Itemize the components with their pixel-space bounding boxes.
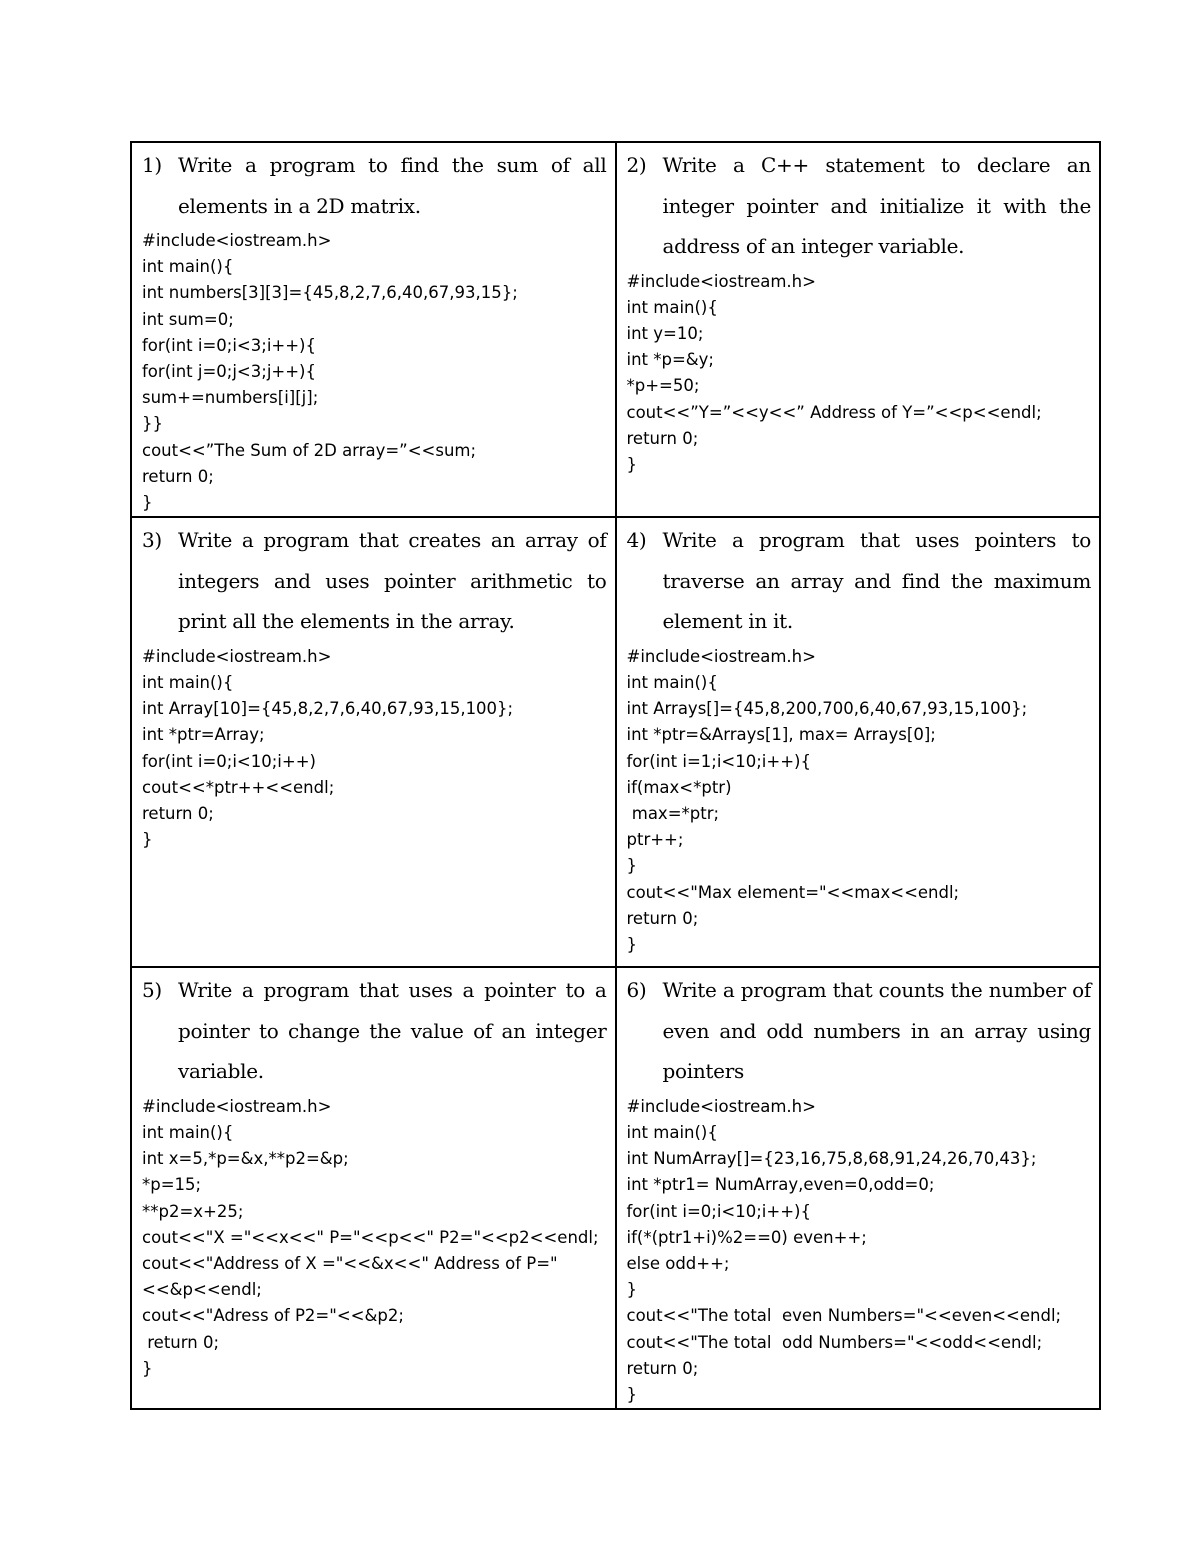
code-line: return 0; — [626, 1358, 699, 1378]
code-line: cout<<”Y=”<<y<<” Address of Y=”<<p<<endl; — [626, 402, 1042, 422]
question-heading — [627, 145, 1092, 267]
code-line: return 0; — [142, 803, 214, 823]
question-text: Write a program that uses pointers to traverse an array and find the maximum element in it. — [662, 528, 1091, 634]
code-line: #include<iostream.h> — [142, 1096, 332, 1116]
question-heading — [142, 145, 607, 226]
code-line: int y=10; — [626, 323, 704, 343]
code-line: int x=5,*p=&x,**p2=&p; — [142, 1149, 349, 1169]
code-line: #include<iostream.h> — [142, 231, 332, 250]
question-text: Write a program to find the sum of all elements in a 2D matrix. — [178, 153, 607, 218]
code-line: int *ptr=&Arrays[1], max= Arrays[0]; — [626, 725, 936, 745]
table-row — [131, 517, 1100, 967]
table-row — [131, 142, 1100, 517]
code-line: if(max<*ptr) — [626, 777, 732, 797]
question-number: 1) — [142, 153, 162, 177]
code-line: int main(){ — [626, 672, 718, 692]
questions-table — [130, 141, 1101, 1410]
code-line: *p=15; — [142, 1175, 202, 1195]
code-line: int sum=0; — [142, 309, 234, 329]
table-row — [131, 967, 1100, 1409]
question-number: 3) — [142, 528, 162, 553]
code-line: *p+=50; — [626, 376, 700, 396]
code-line: cout<<"Max element="<<max<<endl; — [626, 882, 960, 902]
code-line: int *ptr=Array; — [142, 725, 265, 745]
code-line: int main(){ — [142, 672, 234, 692]
code-line: } — [626, 856, 637, 876]
code-line: int *p=&y; — [626, 350, 714, 370]
code-block — [627, 269, 1092, 479]
code-line: cout<<"Address of X ="<<&x<<" Address of P="<<&p<<endl; — [142, 1253, 558, 1300]
code-line: } — [142, 1358, 153, 1378]
code-line: #include<iostream.h> — [626, 646, 816, 666]
code-line: return 0; — [142, 1332, 220, 1352]
question-cell-4 — [616, 517, 1101, 967]
code-line: int NumArray[]={23,16,75,8,68,91,24,26,70,43}; — [626, 1149, 1037, 1169]
code-line: int *ptr1= NumArray,even=0,odd=0; — [626, 1175, 935, 1195]
code-line: ptr++; — [626, 830, 684, 850]
code-line: for(int i=0;i<10;i++){ — [626, 1201, 811, 1221]
code-line: } — [626, 934, 637, 954]
code-line: cout<<*ptr++<<endl; — [142, 777, 335, 797]
code-block — [142, 644, 607, 854]
code-line: }} — [142, 414, 163, 434]
question-cell-3 — [131, 517, 616, 967]
code-line: } — [626, 454, 637, 474]
question-heading — [142, 970, 607, 1092]
code-line: #include<iostream.h> — [142, 646, 332, 666]
code-line: return 0; — [142, 466, 214, 486]
code-line: else odd++; — [626, 1253, 730, 1273]
question-text: Write a program that creates an array of integers and uses pointer arithmetic to print all the elements in the array. — [178, 528, 607, 634]
code-line: int main(){ — [626, 297, 718, 317]
code-line: cout<<"The total odd Numbers="<<odd<<endl; — [626, 1332, 1043, 1352]
code-line: int Arrays[]={45,8,200,700,6,40,67,93,15,100}; — [626, 699, 1028, 719]
question-heading — [142, 520, 607, 642]
code-line: for(int i=1;i<10;i++){ — [626, 751, 811, 771]
code-line: for(int i=0;i<10;i++) — [142, 751, 316, 771]
code-line: int Array[10]={45,8,2,7,6,40,67,93,15,100}; — [142, 699, 514, 719]
question-number: 4) — [626, 528, 647, 553]
code-line: max=*ptr; — [626, 803, 720, 823]
code-line: for(int j=0;j<3;j++){ — [142, 362, 316, 382]
code-line: int main(){ — [626, 1122, 718, 1142]
code-line: cout<<”The Sum of 2D array=”<<sum; — [142, 440, 477, 460]
code-line: sum+=numbers[i][j]; — [142, 388, 319, 408]
question-heading — [627, 970, 1092, 1092]
code-line: } — [626, 1384, 637, 1404]
question-cell-1 — [131, 142, 616, 517]
code-line: if(*(ptr1+i)%2==0) even++; — [626, 1227, 867, 1247]
code-block — [142, 1094, 607, 1382]
question-number: 2) — [626, 153, 647, 177]
question-number: 5) — [142, 978, 162, 1003]
code-line: int main(){ — [142, 257, 234, 277]
question-text: Write a program that uses a pointer to a pointer to change the value of an integer variable. — [178, 978, 607, 1084]
question-cell-2 — [616, 142, 1101, 517]
code-line: #include<iostream.h> — [626, 1096, 816, 1116]
code-line: } — [142, 830, 153, 850]
code-block — [627, 644, 1092, 958]
question-heading — [627, 520, 1092, 642]
code-line: for(int i=0;i<3;i++){ — [142, 335, 316, 355]
code-line: **p2=x+25; — [142, 1201, 244, 1221]
code-line: return 0; — [626, 908, 699, 928]
code-line: } — [142, 493, 153, 513]
code-line: return 0; — [626, 428, 699, 448]
code-line: #include<iostream.h> — [626, 271, 816, 291]
code-line: cout<<"Adress of P2="<<&p2; — [142, 1306, 404, 1326]
question-number: 6) — [626, 978, 647, 1003]
code-line: } — [626, 1280, 637, 1300]
question-text: Write a program that counts the number of even and odd numbers in an array using pointers — [662, 978, 1091, 1084]
code-block — [142, 228, 607, 516]
code-block — [627, 1094, 1092, 1408]
code-line: int numbers[3][3]={45,8,2,7,6,40,67,93,15}; — [142, 283, 518, 303]
question-text: Write a C++ statement to declare an integer pointer and initialize it with the address of an integer variable. — [662, 153, 1091, 258]
question-cell-6 — [616, 967, 1101, 1409]
question-cell-5 — [131, 967, 616, 1409]
code-line: cout<<"The total even Numbers="<<even<<endl; — [626, 1306, 1062, 1326]
code-line: cout<<"X ="<<x<<" P="<<p<<" P2="<<p2<<endl; — [142, 1227, 599, 1247]
code-line: int main(){ — [142, 1122, 234, 1142]
